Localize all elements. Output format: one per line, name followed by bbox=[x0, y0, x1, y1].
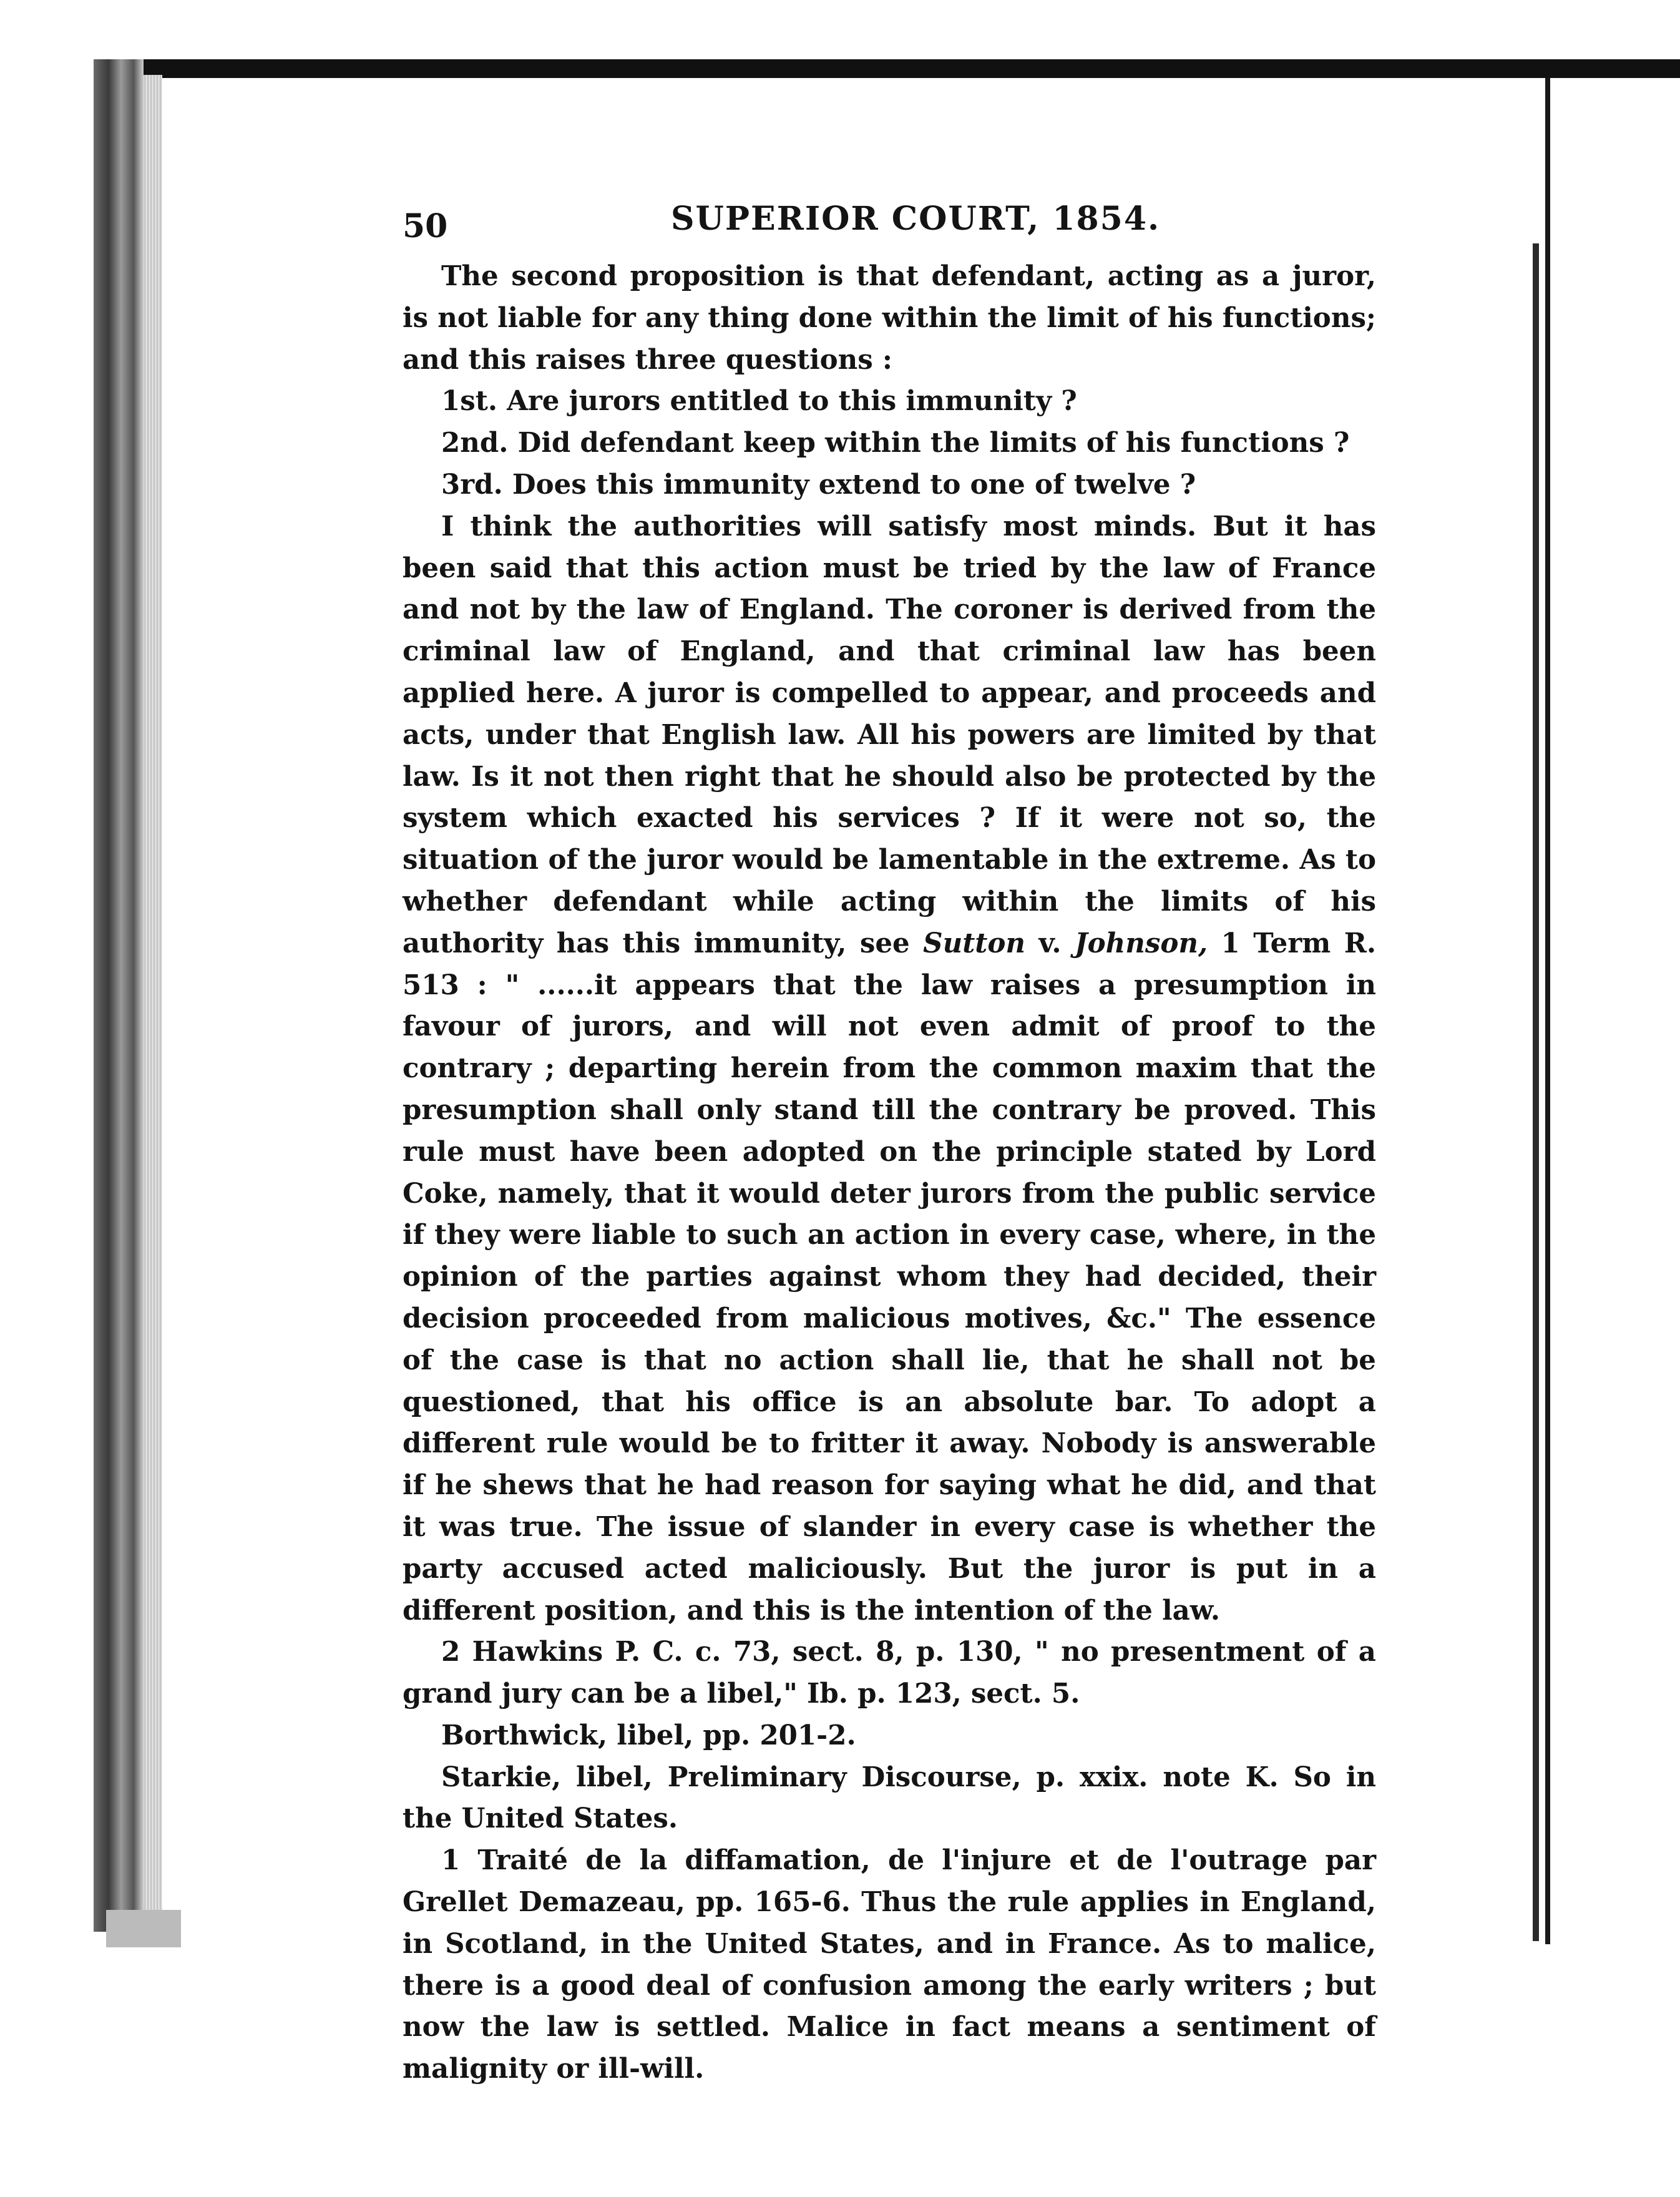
paragraph-authorities-pre: I think the authorities will satisfy most minds. But it has been said that this action must be tried by the law of France and not by the law of England. The coroner is derived from the criminal law of England, and that criminal law has been applied here. A juror is compelled to appear, and proceeds and acts, under that English law. All his powers are limited by that law. Is it not then right that he should also be protected by the system which exacted his services ? If it were not so, the situation of the juror would be lamentable in the extreme. As to whether defendant while acting within the limits of his authority has this immunity, see bbox=[403, 510, 1376, 959]
versus: v. bbox=[1025, 927, 1075, 959]
page-edges bbox=[144, 75, 162, 1922]
body-text bbox=[403, 256, 1376, 2090]
paragraph-second-proposition: The second proposition is that defendant, acting as a juror, is not liable for any thing done within the limit of his functions; and this raises three questions : bbox=[403, 260, 1376, 376]
citation-starkie: Starkie, libel, Preliminary Discourse, p. xxix. note K. So in the United States. bbox=[403, 1761, 1376, 1835]
question-first: 1st. Are jurors entitled to this immunity ? bbox=[441, 385, 1077, 418]
paragraph-authorities bbox=[403, 506, 1376, 1632]
book-spine-edge bbox=[94, 59, 144, 1932]
spine-shadow bbox=[106, 1910, 181, 1947]
page-number: 50 bbox=[403, 207, 448, 245]
case-name-sutton: Sutton bbox=[923, 927, 1026, 959]
citation-traite: 1 Traité de la diffamation, de l'injure et de l'outrage par Grellet Demazeau, pp. 165-6. Thus the rule applies in England, in Scotland, in the United States, and in France. As to malice, there is a good deal of confusion among the early writers ; but now the law is settled. Malice in fact means a sentiment of malignity or ill-will. bbox=[403, 1844, 1376, 2085]
running-head: SUPERIOR COURT, 1854. bbox=[671, 200, 1161, 238]
question-second: 2nd. Did defendant keep within the limits of his functions ? bbox=[441, 427, 1350, 459]
page-content bbox=[403, 200, 1376, 2090]
paragraph-authorities-post: 1 Term R. 513 : " ......it appears that the law raises a presumption in favour of jurors, and will not even admit of proof to the contrary ; departing herein from the common maxim that the presumption shall only stand till the contrary be proved. This rule must have been adopted on the principle stated by Lord Coke, namely, that it would deter jurors from the public service if they were liable to such an action in every case, where, in the opinion of the parties against whom they had decided, their decision proceeded from malicious motives, &c." The essence of the case is that no action shall lie, that he shall not be questioned, that his office is an absolute bar. To adopt a different rule would be to fritter it away. Nobody is answerable if he shews that he had reason for saying what he did, and that it was true. The issue of slander in every case is whether the party accused acted maliciously. But the juror is put in a different position, and this is the intention of the law. bbox=[403, 927, 1377, 1627]
right-gutter-line-inner bbox=[1533, 243, 1539, 1941]
question-third: 3rd. Does this immunity extend to one of twelve ? bbox=[441, 468, 1196, 501]
right-gutter-line bbox=[1545, 78, 1550, 1944]
citation-borthwick: Borthwick, libel, pp. 201-2. bbox=[441, 1719, 856, 1751]
page-header bbox=[403, 200, 1376, 256]
scanner-border-top bbox=[94, 59, 1680, 78]
case-name-johnson: Johnson, bbox=[1074, 927, 1208, 959]
citation-hawkins: 2 Hawkins P. C. c. 73, sect. 8, p. 130, " no presentment of a grand jury can be a libel," Ib. p. 123, sect. 5. bbox=[403, 1636, 1376, 1710]
